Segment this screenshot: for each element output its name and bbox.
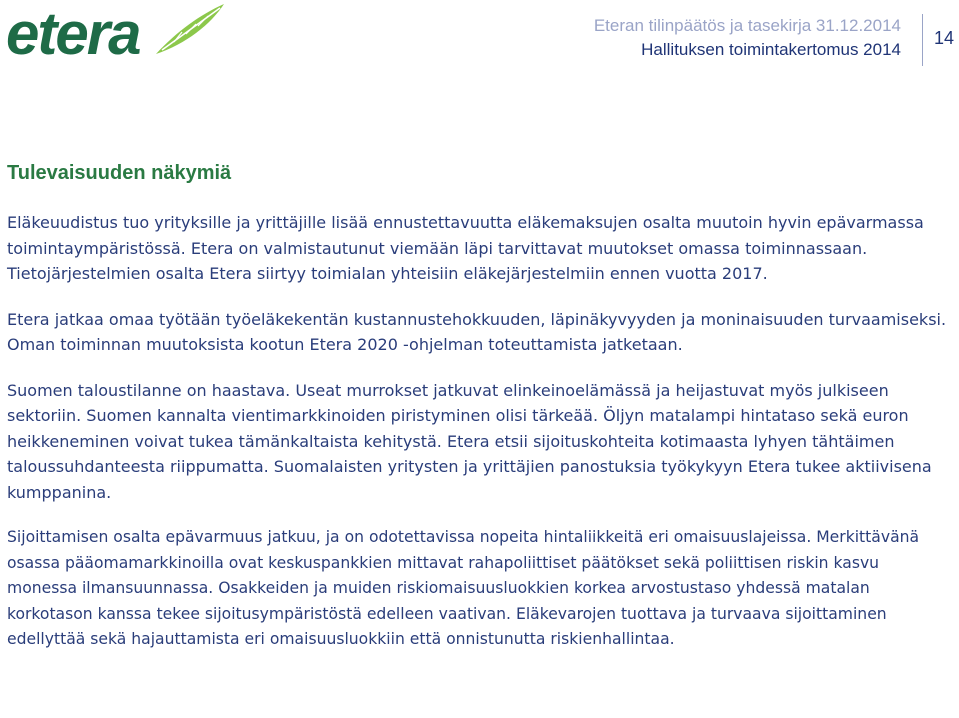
header-divider [922,14,923,66]
paragraph-pension-reform: Eläkeuudistus tuo yrityksille ja yrittäjille lisää ennustettavuutta eläkemaksujen osalta muutoin hyvin epävarmassa toimintaympäristössä. Etera on valmistautunut viemään läpi tarvittavat muutokset omassa toiminnassaan. Tietojärjestelmien osalta Etera siirtyy toimialan yhteisiin eläkejärjestelmiin ennen vuotta 2017. [7,213,924,283]
page-number: 14 [934,28,955,48]
document-subtitle: Hallituksen toimintakertomus 2014 [641,40,901,59]
paragraph-economy: Suomen taloustilanne on haastava. Useat murrokset jatkuvat elinkeinoelämässä ja heijastuvat myös julkiseen sektoriin. Suomen kannalta vientimarkkinoiden piristyminen olisi tärkeää. Öljyn matalampi hintataso sekä euron heikkeneminen voivat tukea tämänkaltaista kehitystä. Etera etsii sijoituskohteita kotimaasta lyhyen tähtäimen taloussuhdanteesta riippumatta. Suomalaisten yritysten ja yrittäjien panostuksia työkykyyn Etera tukee aktiivisena kumppanina. [7,380,932,502]
paragraph-etera-program: Etera jatkaa omaa työtään työeläkekentän kustannustehokkuuden, läpinäkyvyyden ja moninaisuuden turvaamiseksi. Oman toiminnan muutoksista kootun Etera 2020 -ohjelman toteuttamista jatketaan. [7,309,947,354]
document-title: Eteran tilinpäätös ja tasekirja 31.12.2014 [593,16,901,35]
logo-wordmark: etera [6,2,140,64]
document-header [594,14,901,62]
paragraph-investments: Sijoittamisen osalta epävarmuus jatkuu, ja on odotettavissa nopeita hintaliikkeitä eri omaisuuslajeissa. Merkittävänä osassa pääomamarkkinoilla ovat keskuspankkien mittavat rahapoliittiset päätökset sekä poliittisen riskin kasvu monessa ilmansuunnassa. Osakkeiden ja muiden riskiomaisuusluokkien korkea arvostustaso yhdessä matalan korkotason kanssa tekee sijoitusympäristöstä edelleen vaativan. Eläkevarojen tuottava ja turvaava sijoittaminen edellyttää sekä hajauttamista eri omaisuusluokkiin että onnistunutta riskienhallintaa. [7,528,920,648]
section-title: Tulevaisuuden näkymiä [7,162,232,184]
main-content [7,158,947,673]
leaf-icon [156,4,224,54]
etera-logo [6,2,226,64]
